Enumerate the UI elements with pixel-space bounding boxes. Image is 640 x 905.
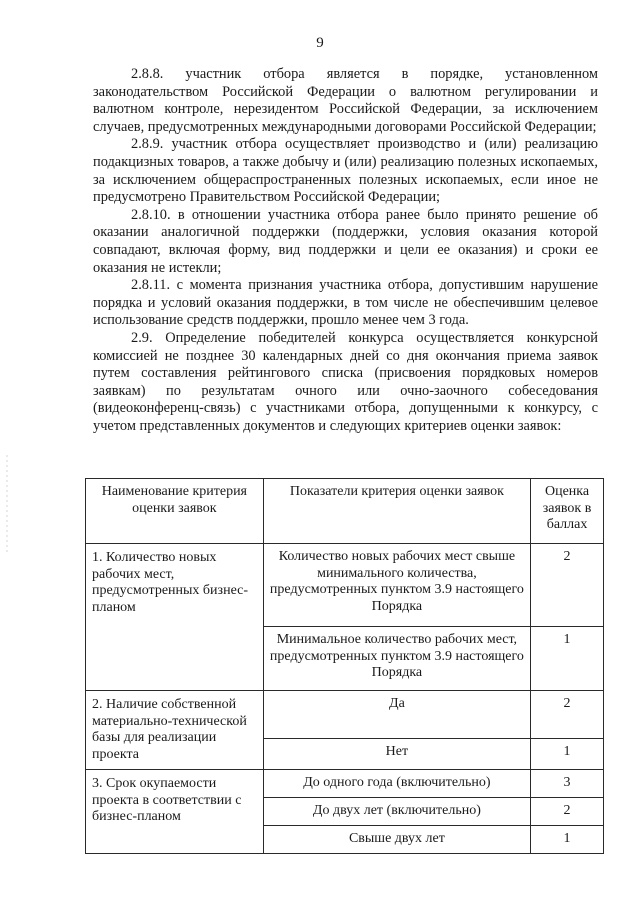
criterion-name: 2. Наличие собственной материально-технической базы для реализации проекта: [86, 691, 264, 770]
criterion-indicator: Минимальное количество рабочих мест, предусмотренных пунктом 3.9 настоящего Порядка: [263, 627, 530, 691]
criterion-score: 1: [531, 826, 604, 854]
criterion-score: 1: [531, 627, 604, 691]
criterion-name: 1. Количество новых рабочих мест, предусмотренных бизнес-планом: [86, 544, 264, 691]
criterion-indicator: Нет: [263, 739, 530, 770]
criterion-score: 2: [531, 544, 604, 627]
criterion-indicator: Количество новых рабочих мест свыше минимального количества, предусмотренных пунктом 3.9 настоящего Порядка: [263, 544, 530, 627]
table-row: [86, 770, 604, 798]
criterion-indicator: Свыше двух лет: [263, 826, 530, 854]
criterion-score: 3: [531, 770, 604, 798]
criterion-indicator: До одного года (включительно): [263, 770, 530, 798]
criterion-score: 2: [531, 798, 604, 826]
paragraph-2-8-8: 2.8.8. участник отбора является в порядке, установленном законодательством Российской Федерации о валютном регулировании и валютном контроле, нерезидентом Российской Федерации, за исключением случаев, предусмотренных международными договорами Российской Федерации;: [93, 66, 598, 135]
table-header-row: [86, 479, 604, 544]
paragraph-2-9: 2.9. Определение победителей конкурса осуществляется конкурсной комиссией не позднее 30 календарных дней со дня окончания приема заявок путем составления рейтингового списка (присвоения порядковых номеров заявкам) по результатам очного или очно-заочного собеседования (видеоконференц-связь) с участниками отбора, допущенными к конкурсу, с учетом представленных документов и следующих критериев оценки заявок:: [93, 329, 598, 434]
page-number: 9: [316, 35, 324, 51]
criterion-name: 3. Срок окупаемости проекта в соответствии с бизнес-планом: [86, 770, 264, 854]
paragraph-2-8-11: 2.8.11. с момента признания участника отбора, допустившим нарушение порядка и условий оказания поддержки, в том числе не обеспечившим целевое использование средств поддержки, прошло менее чем 3 года.: [93, 277, 598, 329]
paragraph-2-8-9: 2.8.9. участник отбора осуществляет производство и (или) реализацию подакцизных товаров, а также добычу и (или) реализацию полезных ископаемых, за исключением общераспространенных полезных ископаемых, если иное не предусмотрено Правительством Российской Федерации;: [93, 136, 598, 206]
criterion-score: 1: [531, 739, 604, 770]
header-indicators: Показатели критерия оценки заявок: [263, 479, 530, 544]
criterion-indicator: Да: [263, 691, 530, 739]
table-row: [86, 544, 604, 627]
scan-margin-mark: [6, 455, 8, 555]
table-row: [86, 691, 604, 739]
criterion-score: 2: [531, 691, 604, 739]
body-text: [93, 66, 598, 435]
criteria-table: [85, 478, 604, 854]
header-score: Оценка заявок в баллах: [531, 479, 604, 544]
criterion-indicator: До двух лет (включительно): [263, 798, 530, 826]
paragraph-2-8-10: 2.8.10. в отношении участника отбора ранее было принято решение об оказании аналогичной поддержки (поддержки, условия оказания которой совпадают, включая форму, вид поддержки и цели ее оказания) и сроки ее оказания не истекли;: [93, 206, 598, 276]
header-criterion-name: Наименование критерия оценки заявок: [86, 479, 264, 544]
